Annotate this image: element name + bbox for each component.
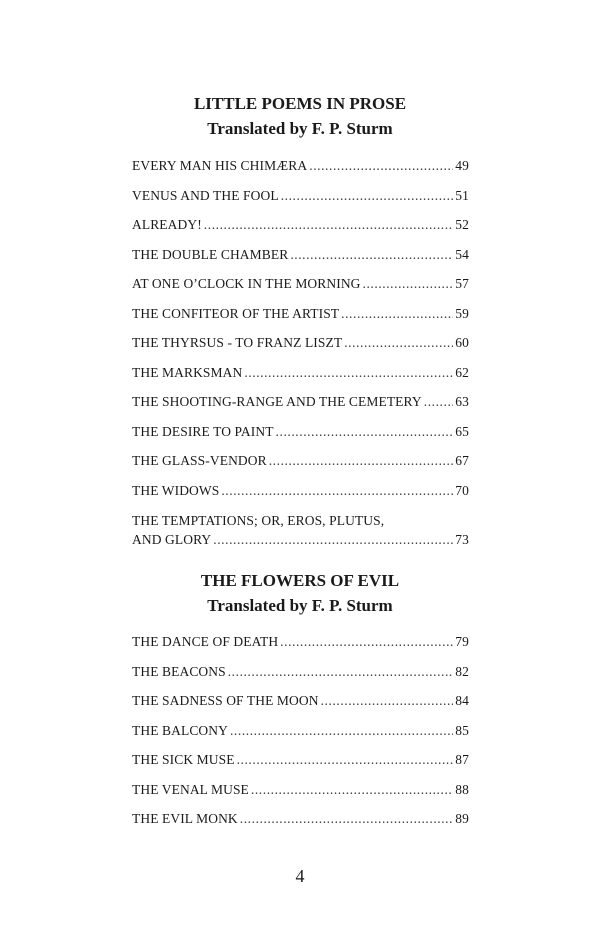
entry-title: AND GLORY (132, 532, 212, 547)
entry-title: THE BEACONS (132, 664, 226, 679)
entry-page: 82 (455, 664, 469, 679)
toc-entry[interactable] (132, 157, 469, 174)
section-heading-flowers (0, 570, 600, 617)
entry-title: THE BALCONY (132, 723, 228, 738)
entry-page: 62 (455, 365, 469, 380)
toc-entry[interactable] (132, 810, 469, 827)
entry-page: 73 (455, 532, 469, 547)
entry-page: 88 (455, 782, 469, 797)
toc-entry[interactable] (132, 751, 469, 768)
entry-title: THE SADNESS OF THE MOON (132, 693, 319, 708)
toc-entry[interactable] (132, 692, 469, 709)
toc-entry[interactable] (132, 393, 469, 410)
page-number: 4 (295, 866, 305, 886)
entry-page: 60 (455, 335, 469, 350)
toc-entry[interactable] (132, 452, 469, 469)
toc-entry[interactable] (132, 216, 469, 233)
entry-title: THE VENAL MUSE (132, 782, 249, 797)
toc-entry[interactable] (132, 305, 469, 322)
entry-title: THE EVIL MONK (132, 811, 238, 826)
entry-title: ALREADY! (132, 217, 202, 232)
toc-entry[interactable] (132, 512, 469, 548)
entry-title: THE MARKSMAN (132, 365, 243, 380)
entry-page: 65 (455, 424, 469, 439)
toc-entry[interactable] (132, 722, 469, 739)
entry-title: VENUS AND THE FOOL (132, 188, 279, 203)
section-translator: Translated by F. P. Sturm (207, 596, 393, 615)
entry-page: 70 (455, 483, 469, 498)
toc-entry[interactable] (132, 663, 469, 680)
toc-entry[interactable] (132, 187, 469, 204)
entry-page: 52 (455, 217, 469, 232)
entry-page: 51 (455, 188, 469, 203)
entry-title: THE SICK MUSE (132, 752, 235, 767)
entry-title: AT ONE O’CLOCK IN THE MORNING (132, 276, 361, 291)
entry-title: THE CONFITEOR OF THE ARTIST (132, 306, 340, 321)
entry-title: THE DOUBLE CHAMBER (132, 247, 289, 262)
entry-page: 49 (455, 158, 469, 173)
entry-title: THE DANCE OF DEATH (132, 634, 279, 649)
entry-title: THE WIDOWS (132, 483, 220, 498)
entry-page: 67 (455, 453, 469, 468)
section-title: LITTLE POEMS IN PROSE (193, 94, 407, 113)
toc-entry[interactable] (132, 781, 469, 798)
section-translator: Translated by F. P. Sturm (207, 119, 393, 138)
toc-entry[interactable] (132, 334, 469, 351)
entry-page: 87 (455, 752, 469, 767)
entry-title: THE THYRSUS - TO FRANZ LISZT (132, 335, 343, 350)
entry-title-line1: THE TEMPTATIONS; OR, EROS, PLUTUS, (132, 513, 385, 528)
entry-title: THE GLASS-VENDOR (132, 453, 267, 468)
entry-page: 57 (455, 276, 469, 291)
section-heading-prose (0, 93, 600, 140)
entry-page: 85 (455, 723, 469, 738)
entry-page: 84 (455, 693, 469, 708)
entry-page: 63 (455, 394, 469, 409)
toc-entry[interactable] (132, 275, 469, 292)
entry-title: THE SHOOTING-RANGE AND THE CEMETERY (132, 394, 422, 409)
toc-entry[interactable] (132, 633, 469, 650)
entry-title: EVERY MAN HIS CHIMÆRA (132, 158, 308, 173)
toc-entry[interactable] (132, 423, 469, 440)
toc-entry[interactable] (132, 364, 469, 381)
entry-page: 89 (455, 811, 469, 826)
section-title: THE FLOWERS OF EVIL (200, 571, 400, 590)
entry-page: 59 (455, 306, 469, 321)
entry-title: THE DESIRE TO PAINT (132, 424, 274, 439)
entry-page: 79 (455, 634, 469, 649)
toc-entry[interactable] (132, 246, 469, 263)
entry-page: 54 (455, 247, 469, 262)
toc-entry[interactable] (132, 482, 469, 499)
